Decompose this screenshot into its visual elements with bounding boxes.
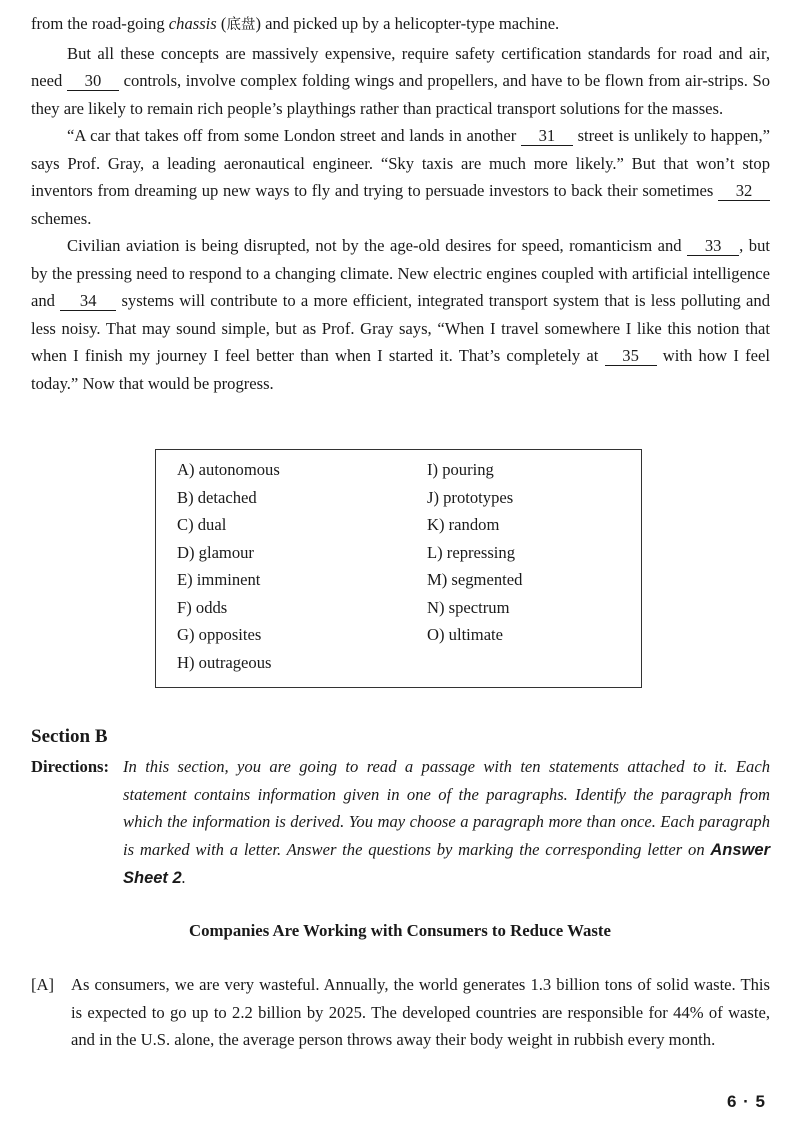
page-number: 6 · 5 — [726, 1092, 766, 1111]
word-option: A) autonomous — [177, 460, 280, 479]
word-bank-right-column — [427, 456, 522, 649]
word-option: M) segmented — [427, 570, 523, 589]
blank-32[interactable]: 32 — [718, 181, 770, 201]
word-option: B) detached — [177, 487, 257, 507]
chassis-term: chassis — [168, 14, 217, 33]
blank-35[interactable]: 35 — [605, 346, 657, 366]
paragraph-2: But all these concepts are massively expensive, require safety certification standards for road and air, need 30 controls, involve complex folding wings and propellers, and have to be flown from air-strips. So they are likely to remain rich people’s playthings rather than practical transport solutions for the masses. — [31, 43, 770, 118]
word-option: O) ultimate — [427, 625, 504, 644]
word-option: I) pouring — [427, 460, 494, 479]
word-option: J) prototypes — [427, 487, 514, 507]
word-option: N) spectrum — [427, 597, 510, 617]
blank-31[interactable]: 31 — [521, 126, 573, 146]
paragraph-a-text: As consumers, we are very wasteful. Annually, the world generates 1.3 billion tons of solid waste. This is expected to go up to 2.2 billion by 2025. The developed countries are responsible for 44% of waste, and in the U.S. alone, the average person throws away their body weight in rubbish every month. — [71, 975, 770, 1049]
word-bank-left-column — [177, 456, 280, 676]
paragraph-letter: [A] — [31, 975, 55, 994]
blank-33[interactable]: 33 — [687, 236, 739, 256]
answer-sheet-ref: Answer Sheet 2 — [123, 840, 770, 887]
blank-34[interactable]: 34 — [60, 291, 116, 311]
blank-30[interactable]: 30 — [67, 71, 119, 91]
paragraph-4: Civilian aviation is being disrupted, not by the age-old desires for speed, romanticism and 33 , but by the pressing need to respond to a changing climate. New electric engines coupled with artificial intelligence and 34 systems will contribute to a more efficient, integrated transport system that is less polluting and less noisy. That may sound simple, but as Prof. Gray says, “When I travel somewhere I like this notion that when I finish my journey I feel better than when I started it. That’s completely at 35 with how I feel today.” Now that would be progress. — [31, 236, 770, 393]
directions-text: In this section, you are going to read a passage with ten statements attached to it. Each statement contains information given in one of the paragraphs. Identify the paragraph from which the information is derived. You may choose a paragraph more than once. Each paragraph is marked with a letter. Answer the questions by marking the corresponding letter on Answer Sheet 2. — [123, 757, 770, 887]
passage-title: Companies Are Working with Consumers to Reduce Waste — [189, 921, 611, 940]
word-option: D) glamour — [177, 542, 254, 562]
directions-label: Directions: — [31, 757, 110, 776]
word-option: G) opposites — [177, 625, 262, 644]
paragraph-3: “A car that takes off from some London street and lands in another 31 street is unlikely to happen,” says Prof. Gray, a leading aeronautical engineer. “Sky taxis are much more likely.” But that won’t stop inventors from dreaming up new ways to fly and trying to persuade investors to back their sometimes 32 schemes. — [31, 126, 770, 228]
word-option: K) random — [427, 515, 500, 534]
paragraph-1: from the road-going chassis (底盘) and picked up by a helicopter-type machine. — [31, 14, 560, 33]
passage-top — [31, 10, 770, 397]
word-bank-box — [155, 449, 642, 688]
word-option: L) repressing — [427, 542, 516, 562]
chinese-gloss: 底盘 — [226, 17, 256, 33]
section-b-heading: Section B — [31, 726, 108, 747]
word-option: H) outrageous — [177, 652, 272, 672]
word-option: F) odds — [177, 597, 228, 617]
word-option: C) dual — [177, 515, 227, 534]
word-option: E) imminent — [177, 570, 261, 589]
